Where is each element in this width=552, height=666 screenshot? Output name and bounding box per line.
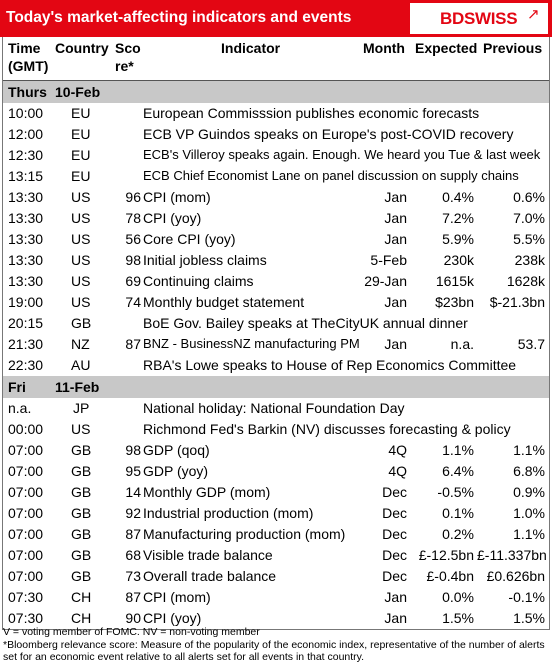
time-cell: 10:00 <box>8 105 44 121</box>
previous-cell: £-11.337bn <box>477 547 547 563</box>
expected-cell: n.a. <box>450 336 474 352</box>
indicator-cell: Overall trade balance <box>143 568 277 584</box>
expected-cell: 0.2% <box>442 526 474 542</box>
table-row <box>3 145 549 166</box>
time-cell: 07:00 <box>8 442 44 458</box>
table-row <box>3 398 549 419</box>
table-row <box>3 503 549 524</box>
time-cell: 12:30 <box>8 147 44 163</box>
indicator-cell: CPI (yoy) <box>143 610 202 626</box>
country-cell: US <box>71 252 91 268</box>
month-cell: Jan <box>384 189 407 205</box>
month-cell: 5-Feb <box>370 252 407 268</box>
table-row <box>3 461 549 482</box>
indicator-cell: Manufacturing production (mom) <box>143 526 346 542</box>
expected-cell: -0.5% <box>437 484 474 500</box>
time-cell: 07:00 <box>8 463 44 479</box>
time-cell: 12:00 <box>8 126 44 142</box>
day-date: 11-Feb <box>55 379 100 395</box>
indicator-cell: CPI (mom) <box>143 189 211 205</box>
table-row <box>3 166 549 187</box>
table-row <box>3 482 549 503</box>
time-cell: 07:30 <box>8 589 44 605</box>
country-cell: GB <box>71 315 92 331</box>
table-row <box>3 250 549 271</box>
indicator-cell: Industrial production (mom) <box>143 505 314 521</box>
time-cell: 07:30 <box>8 610 44 626</box>
month-cell: Dec <box>382 547 407 563</box>
month-cell: 4Q <box>388 442 407 458</box>
country-cell: GB <box>71 484 92 500</box>
table-header <box>3 37 549 81</box>
indicator-cell: Richmond Fed's Barkin (NV) discusses forecasting & policy <box>143 421 511 437</box>
time-cell: 21:30 <box>8 336 44 352</box>
indicator-cell: BoE Gov. Bailey speaks at TheCityUK annual dinner <box>143 315 468 331</box>
country-cell: NZ <box>71 336 90 352</box>
country-cell: EU <box>71 147 91 163</box>
indicator-cell: Initial jobless claims <box>143 252 267 268</box>
country-cell: GB <box>71 463 92 479</box>
table-row <box>3 566 549 587</box>
time-cell: 00:00 <box>8 421 44 437</box>
indicator-cell: RBA's Lowe speaks to House of Rep Economics Committee <box>143 357 517 373</box>
country-cell: GB <box>71 547 92 563</box>
month-cell: Dec <box>382 526 407 542</box>
indicator-cell: CPI (yoy) <box>143 210 202 226</box>
time-cell: 19:00 <box>8 294 44 310</box>
month-cell: Jan <box>384 294 407 310</box>
expected-cell: 5.9% <box>442 231 474 247</box>
indicator-cell: Visible trade balance <box>143 547 273 563</box>
score-cell: 87 <box>125 526 141 542</box>
country-cell: CH <box>71 610 92 626</box>
score-cell: 87 <box>125 336 141 352</box>
expected-cell: 6.4% <box>442 463 474 479</box>
table-row <box>3 124 549 145</box>
expected-cell: 1.5% <box>442 610 474 626</box>
col-expected-label: Expected <box>415 40 478 56</box>
score-cell: 95 <box>125 463 141 479</box>
indicator-cell: Core CPI (yoy) <box>143 231 236 247</box>
table-row <box>3 545 549 566</box>
table-row <box>3 440 549 461</box>
previous-cell: -0.1% <box>508 589 545 605</box>
previous-cell: $-21.3bn <box>489 294 545 310</box>
country-cell: EU <box>71 168 91 184</box>
time-cell: 13:30 <box>8 252 44 268</box>
time-cell: 13:30 <box>8 273 44 289</box>
time-cell: 07:00 <box>8 484 44 500</box>
country-cell: US <box>71 210 91 226</box>
month-cell: Jan <box>384 610 407 626</box>
country-cell: US <box>71 189 91 205</box>
brand-name: BDSWISS <box>440 9 518 28</box>
expected-cell: 230k <box>443 252 474 268</box>
day-name: Fri <box>8 379 26 395</box>
month-cell: Jan <box>384 231 407 247</box>
brand-logo <box>410 3 548 34</box>
country-cell: US <box>71 421 91 437</box>
score-cell: 92 <box>125 505 141 521</box>
indicator-cell: CPI (mom) <box>143 589 211 605</box>
col-indicator-label: Indicator <box>221 40 281 56</box>
day-name: Thurs <box>8 84 47 100</box>
indicator-cell: Monthly GDP (mom) <box>143 484 271 500</box>
score-cell: 87 <box>125 589 141 605</box>
indicator-cell: Continuing claims <box>143 273 254 289</box>
previous-cell: 1628k <box>506 273 545 289</box>
score-cell: 90 <box>125 610 141 626</box>
time-cell: 13:15 <box>8 168 44 184</box>
table-row <box>3 271 549 292</box>
table-row <box>3 292 549 313</box>
col-score-label: Sco <box>115 40 141 56</box>
table-row <box>3 587 549 608</box>
month-cell: Jan <box>384 589 407 605</box>
indicator-cell: ECB Chief Economist Lane on panel discussion on supply chains <box>143 168 519 183</box>
country-cell: US <box>71 231 91 247</box>
score-cell: 68 <box>125 547 141 563</box>
col-month-label: Month <box>363 40 405 56</box>
month-cell: Jan <box>384 210 407 226</box>
month-cell: 4Q <box>388 463 407 479</box>
table-row <box>3 313 549 334</box>
col-country-label: Country <box>55 40 109 56</box>
previous-cell: 5.5% <box>513 231 545 247</box>
expected-cell: £-0.4bn <box>426 568 474 584</box>
footnotes <box>3 626 551 664</box>
previous-cell: 7.0% <box>513 210 545 226</box>
time-cell: 07:00 <box>8 526 44 542</box>
previous-cell: 1.5% <box>513 610 545 626</box>
country-cell: EU <box>71 105 91 121</box>
previous-cell: £0.626bn <box>486 568 545 584</box>
indicator-cell: ECB's Villeroy speaks again. Enough. We heard you Tue & last week <box>143 147 541 162</box>
time-cell: 13:30 <box>8 231 44 247</box>
time-cell: 07:00 <box>8 568 44 584</box>
country-cell: GB <box>71 505 92 521</box>
indicator-cell: National holiday: National Foundation Day <box>143 400 405 416</box>
col-time-label-2: (GMT) <box>8 58 49 74</box>
footnote-score: *Bloomberg relevance score: Measure of the popularity of the economic index, representative of the number of alerts set for an economic event relative to all alerts set for all events in that country. <box>3 638 545 663</box>
expected-cell: 0.0% <box>442 589 474 605</box>
expected-cell: 0.1% <box>442 505 474 521</box>
day-header <box>3 376 549 398</box>
time-cell: 07:00 <box>8 505 44 521</box>
indicator-cell: BNZ - BusinessNZ manufacturing PM <box>143 336 360 351</box>
expected-cell: 1615k <box>435 273 474 289</box>
previous-cell: 1.1% <box>513 526 545 542</box>
day-header <box>3 81 549 103</box>
table-row <box>3 524 549 545</box>
previous-cell: 53.7 <box>517 336 545 352</box>
month-cell: Jan <box>384 336 407 352</box>
previous-cell: 238k <box>514 252 545 268</box>
country-cell: US <box>71 273 91 289</box>
table-row <box>3 419 549 440</box>
table-row <box>3 229 549 250</box>
score-cell: 69 <box>125 273 141 289</box>
page-title: Today's market-affecting indicators and events <box>6 9 352 26</box>
footnote-voting: V = voting member of FOMC. NV = non-voting member <box>3 626 260 638</box>
expected-cell: $23bn <box>435 294 474 310</box>
indicator-cell: European Commisssion publishes economic forecasts <box>143 105 480 121</box>
previous-cell: 0.6% <box>513 189 545 205</box>
previous-cell: 0.9% <box>513 484 545 500</box>
time-cell: 13:30 <box>8 210 44 226</box>
score-cell: 98 <box>125 442 141 458</box>
score-cell: 56 <box>125 231 141 247</box>
time-cell: 22:30 <box>8 357 44 373</box>
table-row <box>3 103 549 124</box>
time-cell: 13:30 <box>8 189 44 205</box>
table-body <box>3 81 549 629</box>
time-cell: n.a. <box>8 400 32 416</box>
country-cell: GB <box>71 442 92 458</box>
score-cell: 74 <box>125 294 141 310</box>
time-cell: 07:00 <box>8 547 44 563</box>
country-cell: CH <box>71 589 92 605</box>
expected-cell: £-12.5bn <box>418 547 474 563</box>
indicators-table <box>2 37 550 630</box>
expected-cell: 1.1% <box>442 442 474 458</box>
expected-cell: 7.2% <box>442 210 474 226</box>
previous-cell: 1.1% <box>513 442 545 458</box>
table-row <box>3 187 549 208</box>
country-cell: JP <box>73 400 90 416</box>
col-score-label-2: re* <box>115 58 134 74</box>
score-cell: 73 <box>125 568 141 584</box>
indicator-cell: ECB VP Guindos speaks on Europe's post-COVID recovery <box>143 126 514 142</box>
previous-cell: 6.8% <box>513 463 545 479</box>
score-cell: 96 <box>125 189 141 205</box>
country-cell: AU <box>71 357 91 373</box>
table-row <box>3 334 549 355</box>
expected-cell: 0.4% <box>442 189 474 205</box>
month-cell: 29-Jan <box>364 273 407 289</box>
previous-cell: 1.0% <box>513 505 545 521</box>
country-cell: US <box>71 294 91 310</box>
country-cell: EU <box>71 126 91 142</box>
day-date: 10-Feb <box>55 84 101 100</box>
month-cell: Dec <box>382 505 407 521</box>
table-row <box>3 355 549 376</box>
col-previous-label: Previous <box>483 40 543 56</box>
indicator-cell: Monthly budget statement <box>143 294 305 310</box>
country-cell: GB <box>71 526 92 542</box>
indicator-cell: GDP (qoq) <box>143 442 210 458</box>
brand-arrow-icon: ↗ <box>527 6 540 23</box>
score-cell: 98 <box>125 252 141 268</box>
score-cell: 78 <box>125 210 141 226</box>
col-time-label: Time <box>8 40 41 56</box>
header-bar <box>0 0 552 37</box>
indicator-cell: GDP (yoy) <box>143 463 209 479</box>
time-cell: 20:15 <box>8 315 44 331</box>
month-cell: Dec <box>382 484 407 500</box>
table-row <box>3 208 549 229</box>
country-cell: GB <box>71 568 92 584</box>
month-cell: Dec <box>382 568 407 584</box>
score-cell: 14 <box>125 484 141 500</box>
